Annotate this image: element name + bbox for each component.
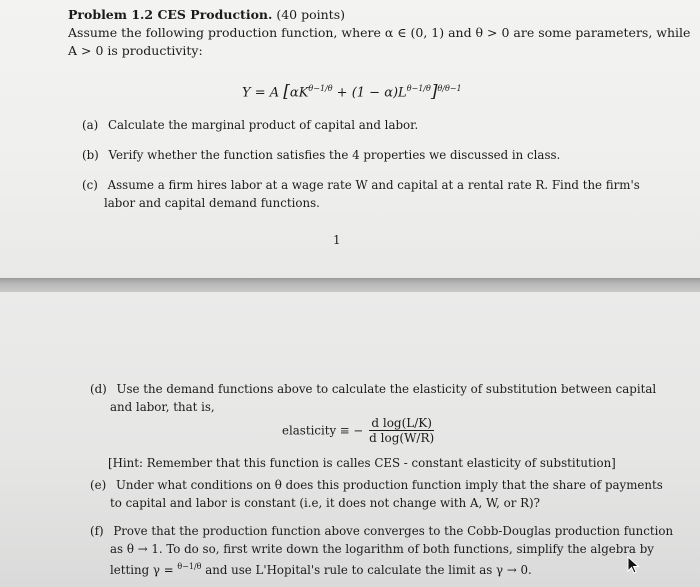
item-f — [90, 522, 673, 540]
hint-text: [Hint: Remember that this function is calles CES - constant elasticity of substitution] — [108, 456, 616, 470]
problem-heading — [68, 6, 345, 24]
problem-points: (40 points) — [276, 7, 345, 22]
item-e-line-2: to capital and labor is constant (i.e, it does not change with A, W, or R)? — [110, 496, 540, 510]
formula-exponent-2: θ−1/θ — [406, 84, 431, 93]
item-f-line-2: as θ → 1. To do so, first write down the logarithm of both functions, simplify the algebra by — [110, 542, 654, 556]
item-e-line-1: Under what conditions on θ does this production function imply that the share of payments — [115, 478, 663, 492]
formula-exponent-1: θ−1/θ — [308, 84, 333, 93]
item-e-label: (e) — [90, 478, 107, 492]
item-e — [90, 476, 663, 494]
item-c-line-1: Assume a firm hires labor at a wage rate W and capital at a rental rate R. Find the firm's — [107, 178, 640, 192]
item-d-label: (d) — [90, 382, 107, 396]
page-separator — [0, 278, 700, 292]
problem-title: Problem 1.2 CES Production. — [68, 7, 273, 22]
item-d-line-1: Use the demand functions above to calculate the elasticity of substitution between capital — [116, 382, 657, 396]
item-b-label: (b) — [82, 148, 99, 162]
item-a-text: Calculate the marginal product of capital and labor. — [108, 118, 419, 132]
formula-lhs: Y = A — [242, 85, 280, 101]
item-a-label: (a) — [82, 118, 99, 132]
intro-line-2: A > 0 is productivity: — [68, 43, 203, 58]
production-function-formula — [242, 80, 462, 102]
item-f-line-1: Prove that the production function above converges to the Cobb-Douglas production function — [113, 524, 674, 538]
document-page-2 — [0, 292, 700, 587]
item-d-line-2: and labor, that is, — [110, 400, 215, 414]
elasticity-denominator: d log(W/R) — [369, 431, 435, 445]
formula-bracket-open: [ — [283, 81, 290, 102]
item-b-text: Verify whether the function satisfies the 4 properties we discussed in class. — [108, 148, 561, 162]
item-c-line-2: labor and capital demand functions. — [104, 196, 320, 210]
intro-line-1: Assume the following production function, where α ∈ (0, 1) and θ > 0 are some parameters, while — [68, 25, 691, 40]
formula-term-1: αK — [289, 85, 309, 101]
elasticity-fraction — [367, 416, 436, 445]
item-f-gamma-def: letting γ = — [110, 562, 174, 577]
page-number: 1 — [333, 233, 341, 247]
item-f-line-3-rest: and use L'Hopital's rule to calculate the limit as γ → 0. — [205, 562, 532, 577]
document-page-1 — [0, 0, 700, 278]
elasticity-numerator: d log(L/K) — [371, 416, 432, 430]
formula-bracket-close: ] — [430, 81, 438, 102]
item-c — [82, 176, 640, 194]
item-a — [82, 116, 418, 134]
formula-term-2: + (1 − α)L — [332, 85, 407, 101]
item-c-label: (c) — [82, 178, 98, 192]
item-b — [82, 146, 560, 164]
elasticity-formula — [282, 416, 436, 445]
formula-outer-exponent: θ/θ−1 — [437, 84, 462, 93]
item-f-label: (f) — [90, 524, 104, 538]
item-d — [90, 380, 656, 398]
item-f-gamma-fraction: θ−1/θ — [177, 562, 202, 571]
elasticity-lhs: elasticity ≡ − — [282, 423, 364, 438]
item-f-line-3 — [110, 558, 532, 579]
